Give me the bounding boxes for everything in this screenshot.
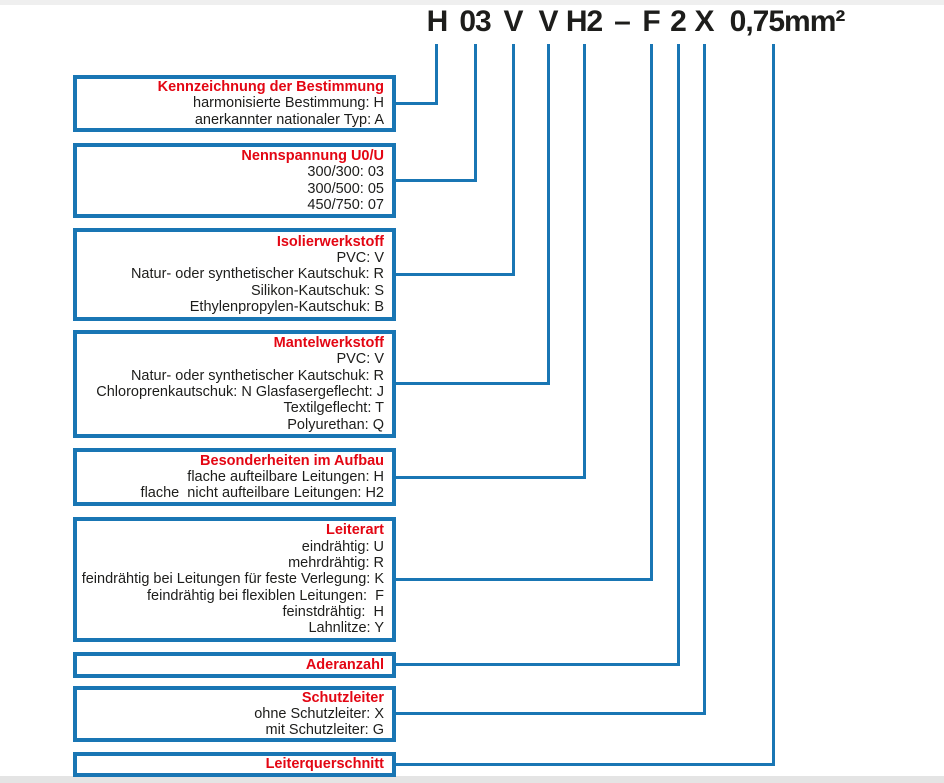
box-title: Isolierwerkstoff [276,233,384,250]
box-item: PVC: V [336,250,384,267]
code-group-v2: V [538,5,558,38]
connector-hline-aderanzahl [394,663,680,666]
connector-hline-mantelwerkstoff [394,382,550,385]
connector-vline-h2 [583,44,586,479]
code-group-03: 03 [459,5,491,38]
connector-vline-v2 [547,44,550,385]
connector-vline-f [650,44,653,581]
box-schutzleiter [73,686,396,742]
box-item: 300/300: 03 [307,164,384,181]
box-item: mit Schutzleiter: G [265,722,384,739]
box-title: Schutzleiter [301,689,384,706]
connector-hline-leiterart [394,578,653,581]
box-item: feinstdrähtig: H [282,603,384,620]
box-leiterart [73,517,396,642]
code-group-x: X [694,5,714,38]
box-title: Besonderheiten im Aufbau [200,452,384,469]
connector-vline-03 [474,44,477,182]
bottom-strip [0,776,944,783]
box-item: 450/750: 07 [307,196,384,213]
code-group-2: 2 [670,5,686,38]
box-title: Nennspannung U0/U [241,147,384,164]
box-item: feindrähtig bei flexiblen Leitungen: F [147,587,384,604]
box-leiterquerschnitt [73,752,396,777]
box-nennspannung [73,143,396,218]
connector-vline-2 [677,44,680,666]
connector-vline-h [435,44,438,105]
box-item: feindrähtig bei Leitungen für feste Verlegung: K [81,571,384,588]
connector-hline-leiterquerschnitt [394,763,775,766]
code-group-h2: H2 [565,5,603,38]
box-aderanzahl [73,652,396,678]
connector-hline-isolierwerkstoff [394,273,515,276]
box-title: Leiterart [325,522,384,539]
box-title: Aderanzahl [305,656,384,673]
box-item: ohne Schutzleiter: X [254,705,384,722]
code-group-v1: V [503,5,523,38]
box-isolierwerkstoff [73,228,396,321]
code-group-h: H [426,5,448,38]
connector-hline-kennzeichnung [394,102,438,105]
code-group-dash: – [614,5,630,38]
box-item: flache nicht aufteilbare Leitungen: H2 [140,485,384,502]
box-item: PVC: V [336,351,384,368]
box-item: Ethylenpropylen-Kautschuk: B [189,298,384,315]
box-item: eindrähtig: U [301,538,384,555]
box-title: Kennzeichnung der Bestimmung [157,79,384,96]
box-item: Silikon-Kautschuk: S [251,282,384,299]
box-title: Leiterquerschnitt [265,756,384,773]
box-mantelwerkstoff [73,330,396,438]
connector-vline-x [703,44,706,715]
connector-hline-nennspannung [394,179,477,182]
connector-vline-v1 [512,44,515,276]
box-item: 300/500: 05 [307,180,384,197]
connector-hline-schutzleiter [394,712,706,715]
box-item: mehrdrähtig: R [288,555,384,572]
code-group-f: F [642,5,660,38]
box-item: anerkannter nationaler Typ: A [194,111,384,128]
code-group-crosssection: 0,75mm² [729,5,845,38]
box-item: Natur- oder synthetischer Kautschuk: R [130,367,384,384]
box-besonderheiten-im-aufbau [73,448,396,506]
box-title: Mantelwerkstoff [273,335,384,352]
box-item: Chloroprenkautschuk: N Glasfasergeflecht: J [96,384,384,400]
connector-hline-besonderheiten [394,476,586,479]
box-item: Polyurethan: Q [287,416,384,433]
box-item: Natur- oder synthetischer Kautschuk: R [130,266,384,283]
box-kennzeichnung-der-bestimmung [73,75,396,132]
box-item: flache aufteilbare Leitungen: H [187,468,384,485]
connector-vline-crosssection [772,44,775,766]
box-item: Lahnlitze: Y [308,620,384,637]
box-item: Textilgeflecht: T [283,400,384,417]
box-item: harmonisierte Bestimmung: H [193,95,384,112]
